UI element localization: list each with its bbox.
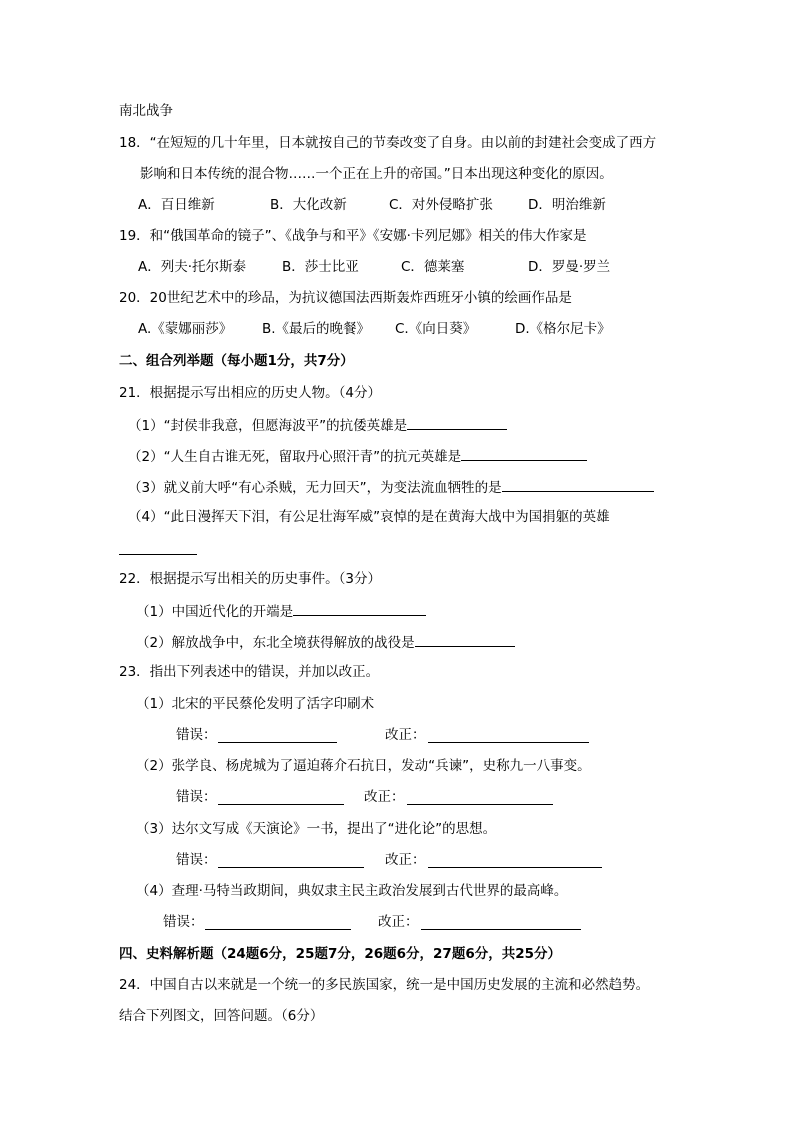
- q23-item-2-correct-blank[interactable]: [407, 803, 553, 805]
- q22-answer-blank-1[interactable]: [293, 601, 426, 616]
- q23-item-1-correct-blank[interactable]: [428, 741, 589, 743]
- section-4-heading: 四、史料解析题（24题6分，25题7分，26题6分，27题6分，共25分）: [119, 946, 562, 962]
- q21-item-3: （3）就义前大呼“有心杀贼，无力回天”，为变法流血牺牲的是: [128, 477, 654, 495]
- q20-option-a[interactable]: A.《蒙娜丽莎》: [138, 321, 233, 337]
- q19-stem: 19．和“俄国革命的镜子”、《战争与和平》《安娜·卡列尼娜》相关的伟大作家是: [119, 228, 587, 244]
- q18-option-b[interactable]: B．大化改新: [270, 197, 347, 213]
- q23-item-4-error-label: 错误：: [163, 914, 204, 930]
- q21-stem: 21．根据提示写出相应的历史人物。（4分）: [119, 385, 382, 401]
- q23-item-3-error-label: 错误：: [176, 852, 217, 868]
- q18-option-c[interactable]: C．对外侵略扩张: [389, 197, 493, 213]
- q23-item-2-error-blank[interactable]: [218, 803, 344, 805]
- q18-option-a[interactable]: A．百日维新: [138, 197, 215, 213]
- q23-stem: 23．指出下列表述中的错误，并加以改正。: [119, 664, 380, 680]
- q23-item-3-correct-blank[interactable]: [428, 866, 602, 868]
- q20-stem: 20．20世纪艺术中的珍品，为抗议德国法西斯轰炸西班牙小镇的绘画作品是: [119, 290, 572, 306]
- q21-item-4: （4）“此日漫挥天下泪，有公足壮海军威”哀悼的是在黄海大战中为国捐躯的英雄: [128, 509, 610, 525]
- q21-answer-blank-3[interactable]: [502, 477, 654, 492]
- q23-item-1-error-blank[interactable]: [218, 741, 337, 743]
- q23-item-4-error-blank[interactable]: [205, 928, 351, 930]
- q19-option-b[interactable]: B．莎士比亚: [282, 259, 359, 275]
- q21-item-2: （2）“人生自古谁无死，留取丹心照汗青”的抗元英雄是: [128, 446, 587, 464]
- q19-option-a[interactable]: A．列夫·托尔斯泰: [138, 259, 247, 275]
- q23-item-4-correct-label: 改正：: [378, 914, 419, 930]
- q21-item-1: （1）“封侯非我意，但愿海波平”的抗倭英雄是: [128, 415, 507, 433]
- q22-stem: 22．根据提示写出相关的历史事件。（3分）: [119, 571, 382, 587]
- q24-stem-line1: 24．中国自古以来就是一个统一的多民族国家，统一是中国历史发展的主流和必然趋势。: [119, 977, 650, 993]
- q23-item-1-error-label: 错误：: [176, 727, 217, 743]
- previous-answer-tail: 南北战争: [119, 103, 173, 119]
- q23-item-1-correct-label: 改正：: [385, 727, 426, 743]
- q21-answer-blank-4[interactable]: [119, 553, 197, 555]
- q19-option-c[interactable]: C．德莱塞: [401, 259, 465, 275]
- q23-item-4: （4）查理·马特当政期间，典奴隶主民主政治发展到古代世界的最高峰。: [136, 883, 568, 899]
- q18-option-d[interactable]: D．明治维新: [528, 197, 606, 213]
- q23-item-1: （1）北宋的平民蔡伦发明了活字印刷术: [136, 696, 375, 712]
- q23-item-2-error-label: 错误：: [176, 789, 217, 805]
- q23-item-2: （2）张学良、杨虎城为了逼迫蒋介石抗日，发动“兵谏”，史称九一八事变。: [136, 758, 591, 774]
- q23-item-3: （3）达尔文写成《天演论》一书，提出了“进化论”的思想。: [136, 821, 497, 837]
- q19-option-d[interactable]: D．罗曼·罗兰: [528, 259, 611, 275]
- q22-item-1: （1）中国近代化的开端是: [136, 601, 426, 619]
- section-2-heading: 二、组合列举题（每小题1分，共7分）: [119, 353, 354, 369]
- q18-stem-line1: 18．“在短短的几十年里，日本就按自己的节奏改变了自身。由以前的封建社会变成了西方: [119, 135, 657, 151]
- q20-option-d[interactable]: D.《格尔尼卡》: [515, 321, 611, 337]
- q22-answer-blank-2[interactable]: [415, 632, 515, 647]
- q22-item-2: （2）解放战争中，东北全境获得解放的战役是: [136, 632, 515, 650]
- q20-option-b[interactable]: B.《最后的晚餐》: [262, 321, 371, 337]
- q23-item-4-correct-blank[interactable]: [421, 928, 581, 930]
- q21-answer-blank-1[interactable]: [407, 415, 507, 430]
- q18-stem-line2: 影响和日本传统的混合物……一个正在上升的帝国。”日本出现这种变化的原因。: [140, 166, 613, 182]
- q23-item-3-correct-label: 改正：: [385, 852, 426, 868]
- q23-item-3-error-blank[interactable]: [218, 866, 364, 868]
- q23-item-2-correct-label: 改正：: [364, 789, 405, 805]
- q20-option-c[interactable]: C.《向日葵》: [395, 321, 477, 337]
- q24-stem-line2: 结合下列图文，回答问题。（6分）: [119, 1008, 324, 1024]
- q21-answer-blank-2[interactable]: [461, 446, 587, 461]
